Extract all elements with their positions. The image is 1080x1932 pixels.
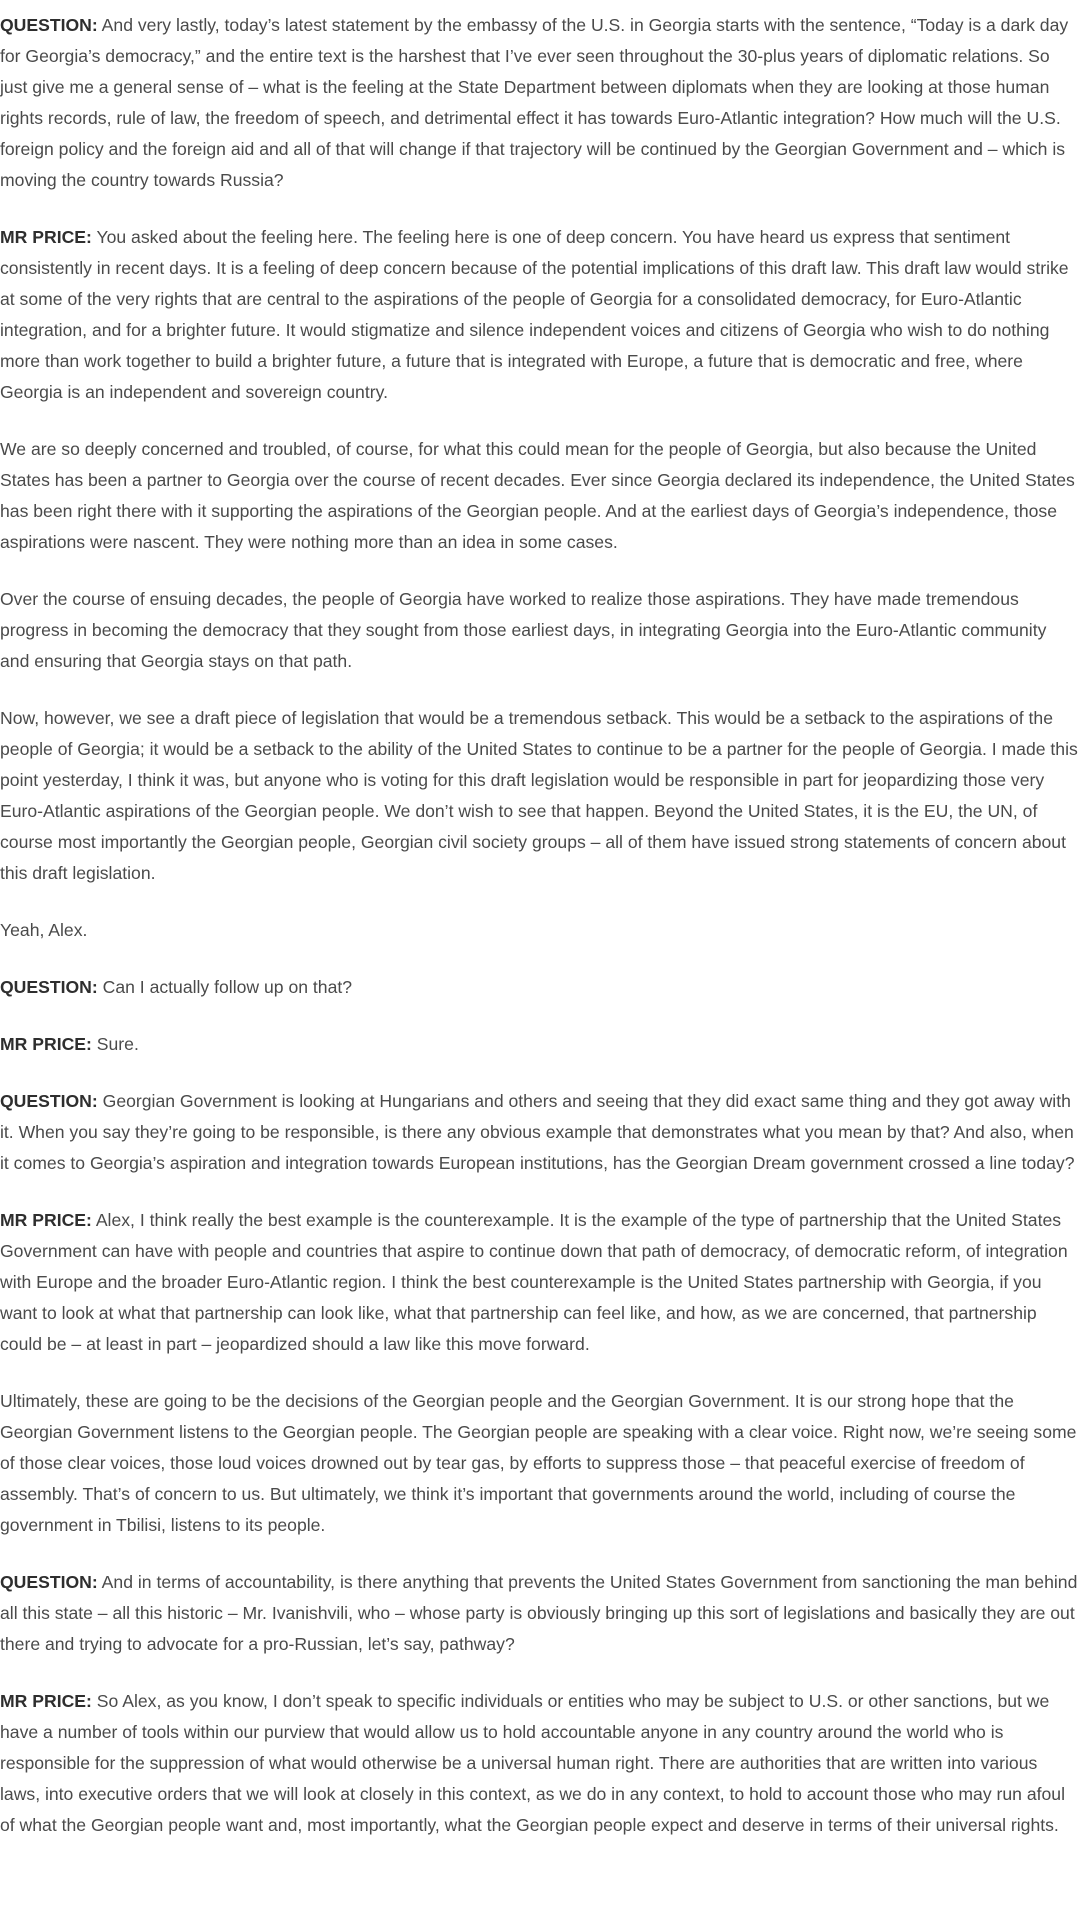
- paragraph-text: Sure.: [96, 1034, 139, 1054]
- paragraph-text: And very lastly, today’s latest statement by the embassy of the U.S. in Georgia starts with the sentence, “Today is a dark day for Georgia’s democracy,” and the entire text is the harshest that I’ve ever seen throughout the 30-plus years of diplomatic relations. So just give me a general sense of – what is the feeling at the State Department between diplomats when they are looking at those human rights records, rule of law, the freedom of speech, and detrimental effect it has towards Euro-Atlantic integration? How much will the U.S. foreign policy and the foreign aid and all of that will change if that trajectory will be continued by the Georgian Government and – which is moving the country towards Russia?: [0, 15, 1069, 190]
- transcript-paragraph: [0, 434, 1080, 558]
- paragraph-text: Alex, I think really the best example is the counterexample. It is the example of the type of partnership that the United States Government can have with people and countries that aspire to continue down that path of democracy, of democratic reform, of integration with Europe and the broader Euro-Atlantic region. I think the best counterexample is the United States partnership with Georgia, if you want to look at what that partnership can look like, what that partnership can feel like, and how, as we are concerned, that partnership could be – at least in part – jeopardized should a law like this move forward.: [0, 1210, 1068, 1354]
- paragraph-text: Ultimately, these are going to be the decisions of the Georgian people and the Georgian Government. It is our strong hope that the Georgian Government listens to the Georgian people. The Georgian people are speaking with a clear voice. Right now, we’re seeing some of those clear voices, those loud voices drowned out by tear gas, by efforts to suppress those – that peaceful exercise of freedom of assembly. That’s of concern to us. But ultimately, we think it’s important that governments around the world, including of course the government in Tbilisi, listens to its people.: [0, 1391, 1077, 1535]
- transcript-paragraph: [0, 584, 1080, 677]
- speaker-label: MR PRICE:: [0, 227, 92, 247]
- transcript-paragraph: [0, 1567, 1080, 1660]
- speaker-label: QUESTION:: [0, 977, 98, 997]
- speaker-label: QUESTION:: [0, 15, 98, 35]
- transcript-paragraph: [0, 10, 1080, 196]
- paragraph-text: Georgian Government is looking at Hungarians and others and seeing that they did exact same thing and they got away with it. When you say they’re going to be responsible, is there any obvious example that demonstrates what you mean by that? And also, when it comes to Georgia’s aspiration and integration towards European institutions, has the Georgian Dream government crossed a line today?: [0, 1091, 1075, 1173]
- transcript-paragraph: [0, 703, 1080, 889]
- speaker-label: MR PRICE:: [0, 1691, 92, 1711]
- transcript-paragraph: [0, 1029, 1080, 1060]
- transcript-paragraph: [0, 1205, 1080, 1360]
- speaker-label: MR PRICE:: [0, 1034, 92, 1054]
- transcript-paragraph: [0, 1386, 1080, 1541]
- speaker-label: QUESTION:: [0, 1572, 98, 1592]
- paragraph-text: Can I actually follow up on that?: [102, 977, 353, 997]
- speaker-label: QUESTION:: [0, 1091, 98, 1111]
- paragraph-text: And in terms of accountability, is there anything that prevents the United States Government from sanctioning the man behind all this state – all this historic – Mr. Ivanishvili, who – whose party is obviously bringing up this sort of legislations and basically they are out there and trying to advocate for a pro-Russian, let’s say, pathway?: [0, 1572, 1078, 1654]
- speaker-label: MR PRICE:: [0, 1210, 92, 1230]
- transcript-paragraph: [0, 1686, 1080, 1841]
- transcript-paragraph: [0, 915, 1080, 946]
- paragraph-text: You asked about the feeling here. The feeling here is one of deep concern. You have heard us express that sentiment consistently in recent days. It is a feeling of deep concern because of the potential implications of this draft law. This draft law would strike at some of the very rights that are central to the aspirations of the people of Georgia for a consolidated democracy, for Euro-Atlantic integration, and for a brighter future. It would stigmatize and silence independent voices and citizens of Georgia who wish to do nothing more than work together to build a brighter future, a future that is integrated with Europe, a future that is democratic and free, where Georgia is an independent and sovereign country.: [0, 227, 1069, 402]
- paragraph-text: Over the course of ensuing decades, the people of Georgia have worked to realize those aspirations. They have made tremendous progress in becoming the democracy that they sought from those earliest days, in integrating Georgia into the Euro-Atlantic community and ensuring that Georgia stays on that path.: [0, 589, 1047, 671]
- transcript-paragraph: [0, 222, 1080, 408]
- paragraph-text: So Alex, as you know, I don’t speak to specific individuals or entities who may be subject to U.S. or other sanctions, but we have a number of tools within our purview that would allow us to hold accountable anyone in any country around the world who is responsible for the suppression of what would otherwise be a universal human right. There are authorities that are written into various laws, into executive orders that we will look at closely in this context, as we do in any context, to hold to account those who may run afoul of what the Georgian people want and, most importantly, what the Georgian people expect and deserve in terms of their universal rights.: [0, 1691, 1065, 1835]
- transcript-paragraph: [0, 972, 1080, 1003]
- transcript-paragraph: [0, 1086, 1080, 1179]
- paragraph-text: Now, however, we see a draft piece of legislation that would be a tremendous setback. This would be a setback to the aspirations of the people of Georgia; it would be a setback to the ability of the United States to continue to be a partner for the people of Georgia. I made this point yesterday, I think it was, but anyone who is voting for this draft legislation would be responsible in part for jeopardizing those very Euro-Atlantic aspirations of the Georgian people. We don’t wish to see that happen. Beyond the United States, it is the EU, the UN, of course most importantly the Georgian people, Georgian civil society groups – all of them have issued strong statements of concern about this draft legislation.: [0, 708, 1078, 883]
- paragraph-text: We are so deeply concerned and troubled, of course, for what this could mean for the people of Georgia, but also because the United States has been a partner to Georgia over the course of recent decades. Ever since Georgia declared its independence, the United States has been right there with it supporting the aspirations of the Georgian people. And at the earliest days of Georgia’s independence, those aspirations were nascent. They were nothing more than an idea in some cases.: [0, 439, 1075, 552]
- paragraph-text: Yeah, Alex.: [0, 920, 88, 940]
